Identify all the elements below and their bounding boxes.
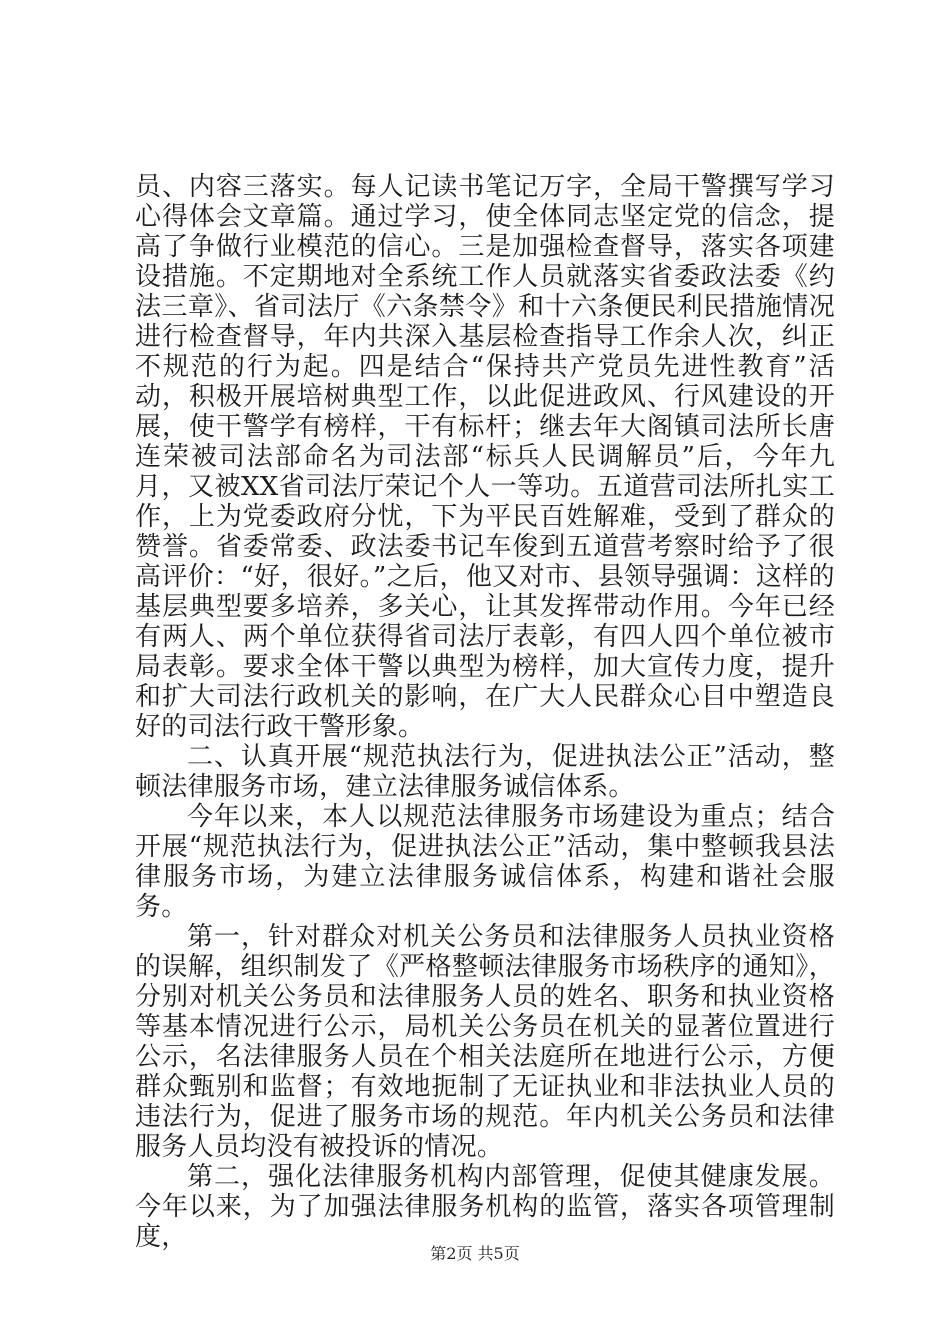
paragraph-2-section-heading: 二、认真开展“规范执法行为，促进执法公正”活动，整顿法律服务市场，建立法律服务诚信体系。 (135, 742, 835, 802)
paragraph-3: 今年以来，本人以规范法律服务市场建设为重点；结合开展“规范执法行为，促进执法公正”活动，集中整顿我县法律服务市场，为建立法律服务诚信体系，构建和谐社会服务。 (135, 802, 835, 922)
page-number-footer: 第2页 共5页 (430, 1244, 520, 1263)
paragraph-4: 第一，针对群众对机关公务员和法律服务人员执业资格的误解，组织制发了《严格整顿法律服务市场秩序的通知》，分别对机关公务员和法律服务人员的姓名、职务和执业资格等基本情况进行公示，局机关公务员在机关的显著位置进行公示，名法律服务人员在个相关法庭所在地进行公示，方便群众甄别和监督；有效地扼制了无证执业和非法执业人员的违法行为，促进了服务市场的规范。年内机关公务员和法律服务人员均没有被投诉的情况。 (135, 922, 835, 1162)
paragraph-1: 员、内容三落实。每人记读书笔记万字，全局干警撰写学习心得体会文章篇。通过学习，使全体同志坚定党的信念，提高了争做行业模范的信心。三是加强检查督导，落实各项建设措施。不定期地对全系统工作人员就落实省委政法委《约法三章》、省司法厅《六条禁令》和十六条便民利民措施情况进行检查督导，年内共深入基层检查指导工作余人次，纠正不规范的行为起。四是结合“保持共产党员先进性教育”活动，积极开展培树典型工作，以此促进政风、行风建设的开展，使干警学有榜样，干有标杆；继去年大阁镇司法所长唐连荣被司法部命名为司法部“标兵人民调解员”后，今年九月，又被XX省司法厅荣记个人一等功。五道营司法所扎实工作，上为党委政府分忧，下为平民百姓解难，受到了群众的赞誉。省委常委、政法委书记车俊到五道营考察时给予了很高评价：“好，很好。”之后，他又对市、县领导强调：这样的基层典型要多培养，多关心，让其发挥带动作用。今年已经有两人、两个单位获得省司法厅表彰，有四人四个单位被市局表彰。要求全体干警以典型为榜样，加大宣传力度，提升和扩大司法行政机关的影响，在广大人民群众心目中塑造良好的司法行政干警形象。 (135, 172, 835, 742)
document-body (135, 172, 835, 1252)
paragraph-5: 第二，强化法律服务机构内部管理，促使其健康发展。今年以来，为了加强法律服务机构的监管，落实各项管理制度， (135, 1162, 835, 1252)
